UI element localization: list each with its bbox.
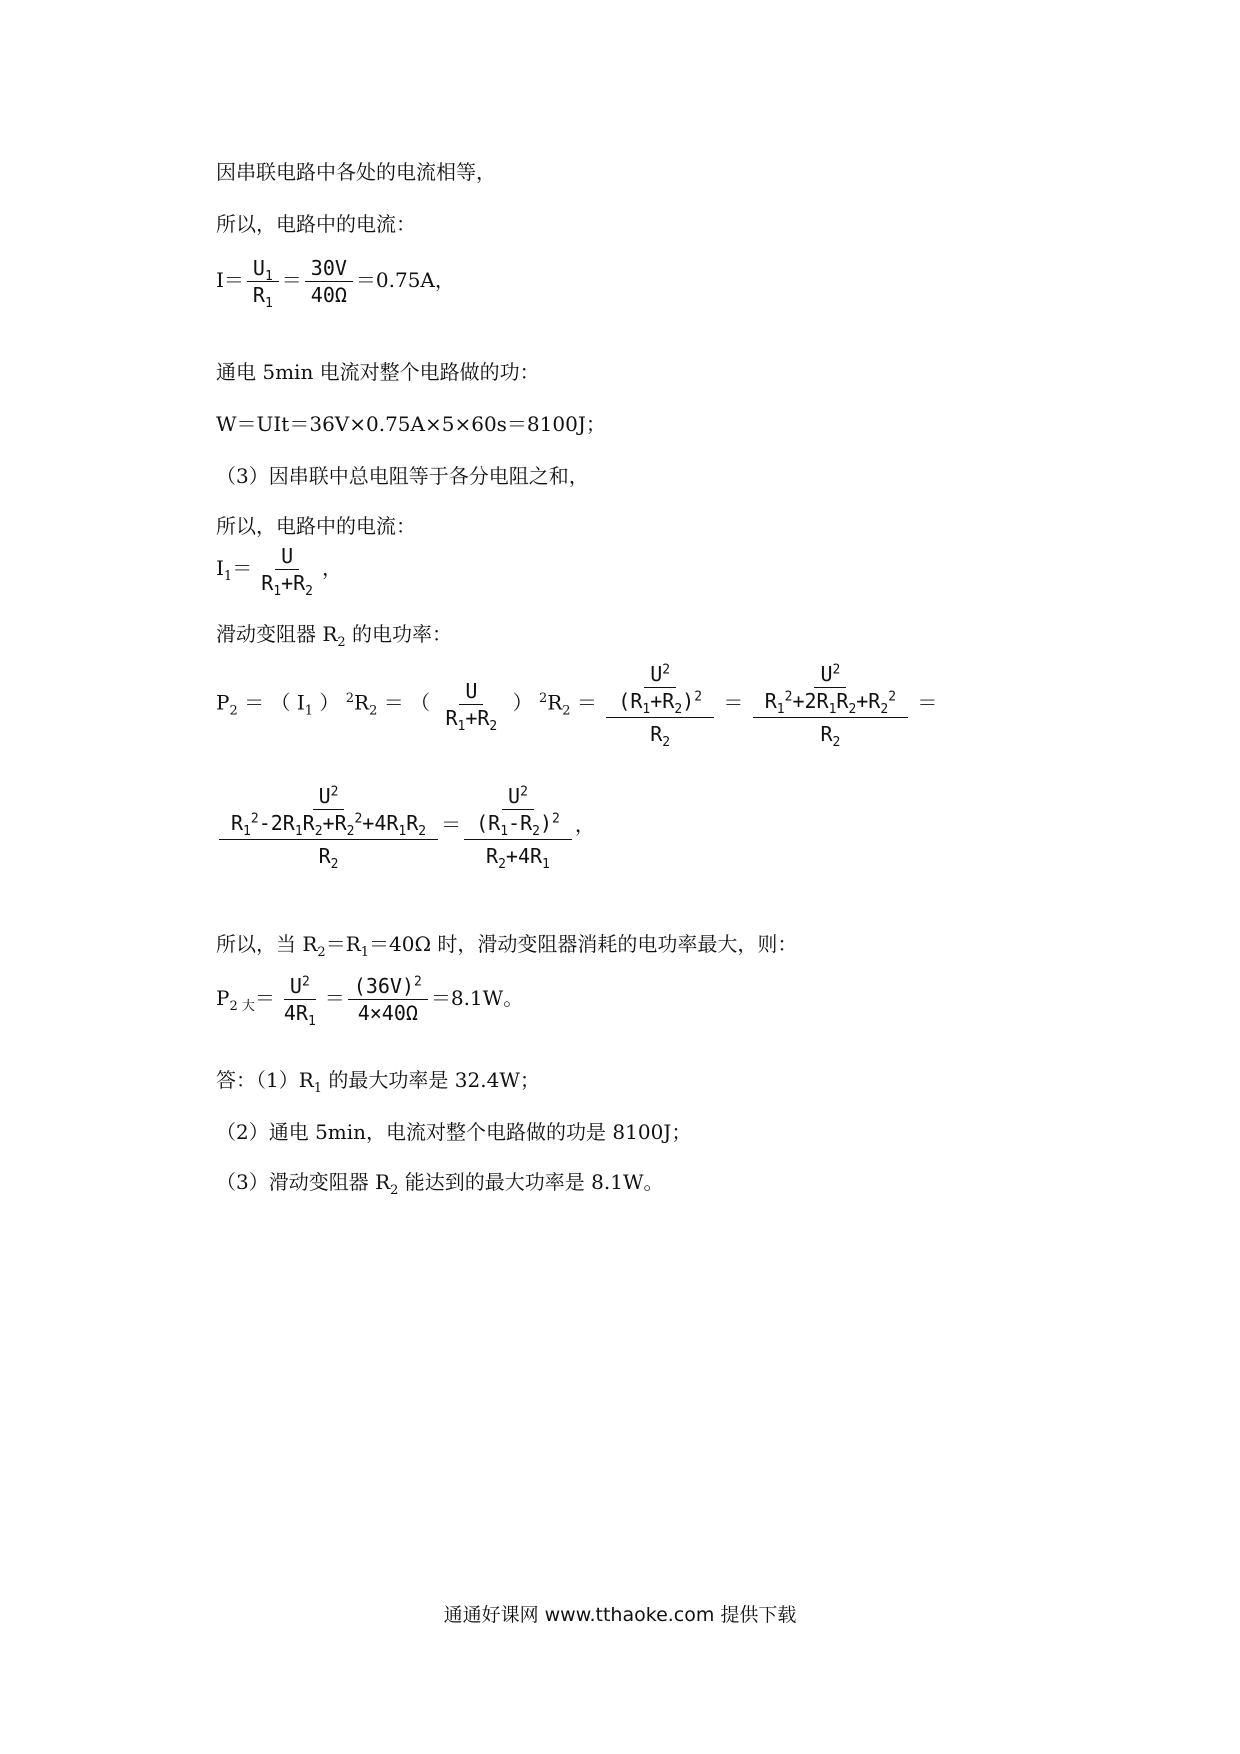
equation-power-derivation-2: $\frac{\frac{U^2}{R_1^2-2R_1R_2+R_2^2+4R_1R_2}}{R_2}$ ＝ $\frac{\frac{U^2}{(R_1-R_2)^2}}{R_2+4R_1}$ ， bbox=[216, 786, 595, 866]
equation-current-series: $I_1=$ $\frac{U}{R_1+R_2}$ ， bbox=[216, 544, 342, 599]
text-line-total-resistance: （3）因串联中总电阻等于各分电阻之和， bbox=[216, 464, 589, 488]
eq5-result: ＝8.1W。 bbox=[430, 986, 524, 1010]
eq4-compound-fraction-2: $\frac{\frac{U^2}{(R_1-R_2)^2}}{R_2+4R_1}$ bbox=[464, 786, 572, 866]
eq3-compound-fraction-1: $\frac{\frac{U^2}{(R_1+R_2)^2}}{R_2}$ bbox=[606, 664, 714, 744]
equation-max-power: $P_{2 大}=$ $\frac{U^2}{4R_1}$ ＝ $\frac{(36V)^2}{4\times 40\Omega}$ ＝8.1W。 bbox=[216, 974, 524, 1029]
eq1-result: ＝0.75A， bbox=[355, 268, 455, 292]
text-line-current-equal: 因串联电路中各处的电流相等， bbox=[216, 160, 496, 184]
eq2-fraction: $\frac{U}{R_1+R_2}$ bbox=[261, 544, 313, 599]
eq5-fraction-1: $\frac{U^2}{4R_1}$ bbox=[283, 974, 316, 1029]
equation-power-derivation-1: $P_2$ ＝ （ $I_1$ ） $^2R_2$ ＝ （ $\frac{U}{R_1+R_2}$ ） $^2R_2$ ＝ $\frac{\frac{U^2}{(R_1+R_2)^2}}{R_2}$ ＝ $\frac{\frac{U^2}{R_1^2+2R_1R_2+R_2^2}}{R_2}$ ＝ bbox=[216, 662, 938, 750]
footer-watermark: 通通好课网 www.tthaoke.com 提供下载 bbox=[443, 1604, 797, 1626]
eq1-lhs: I＝ bbox=[216, 268, 244, 292]
text-line-power-intro: 滑动变阻器 $R_2$ 的电功率： bbox=[216, 622, 453, 650]
text-line-max-condition: 所以，当 $R_2=R_1=40\Omega$ 时，滑动变阻器消耗的电功率最大，则： bbox=[216, 932, 798, 960]
text-line-current-intro: 所以，电路中的电流： bbox=[216, 212, 416, 236]
equation-work: W＝UIt＝36V×0.75A×5×60s＝8100J； bbox=[216, 412, 606, 436]
eq4-compound-fraction-1: $\frac{\frac{U^2}{R_1^2-2R_1R_2+R_2^2+4R_1R_2}}{R_2}$ bbox=[219, 786, 438, 866]
eq3-fraction-u-r1r2: $\frac{U}{R_1+R_2}$ bbox=[445, 678, 498, 734]
eq1-fraction-u1-r1: $\frac{U_1}{R_1}$ bbox=[247, 258, 279, 305]
text-line-work-intro: 通电 5min 电流对整个电路做的功： bbox=[216, 360, 540, 384]
answer-1: 答：$(1)R_1$ 的最大功率是 32.4W； bbox=[216, 1068, 540, 1096]
eq5-fraction-2: $\frac{(36V)^2}{4\times 40\Omega}$ bbox=[348, 976, 428, 1023]
answer-3: （3）滑动变阻器 $R_2$ 能达到的最大功率是 8.1W。 bbox=[216, 1170, 664, 1198]
eq3-compound-fraction-2: $\frac{\frac{U^2}{R_1^2+2R_1R_2+R_2^2}}{R_2}$ bbox=[753, 664, 908, 744]
text-line-current-intro-2: 所以，电路中的电流： bbox=[216, 514, 416, 538]
eq1-fraction-values: $\frac{30V}{40\Omega}$ bbox=[305, 258, 353, 305]
answer-2: （2）通电 5min，电流对整个电路做的功是 8100J； bbox=[216, 1120, 692, 1144]
equation-current: I＝ $\frac{U_1}{R_1}$ ＝ $\frac{30V}{40\Omega}$ ＝0.75A， bbox=[216, 256, 455, 311]
